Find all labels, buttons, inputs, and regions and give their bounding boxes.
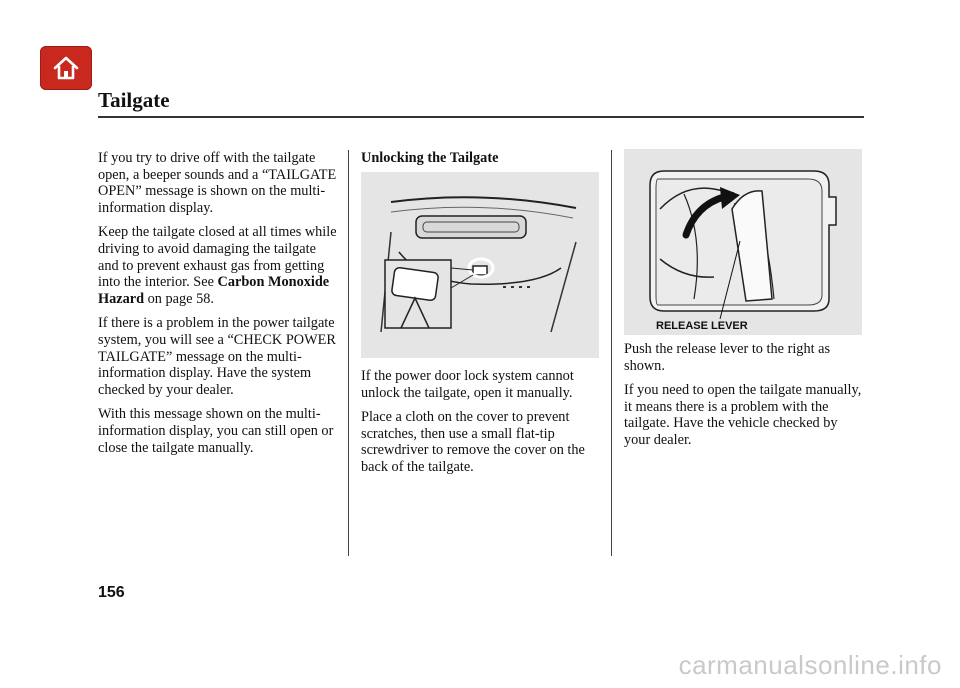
page-reference: on page 58.	[144, 290, 214, 307]
column-divider	[348, 150, 349, 556]
paragraph: If the power door lock system cannot unlock the tailgate, open it manually.	[361, 368, 574, 401]
tailgate-cover-illustration	[361, 172, 599, 358]
paragraph: Place a cloth on the cover to prevent scratches, then use a small flat-tip screwdriver to remove the cover on the back of the tailgate.	[361, 409, 585, 475]
release-lever-illustration	[624, 149, 862, 335]
page-number: 156	[98, 584, 125, 601]
paragraph: If you try to drive off with the tailgate open, a beeper sounds and a “TAILGATE OPEN” message is shown on the multi-information display.	[98, 150, 337, 216]
paragraph: Push the release lever to the right as shown.	[624, 341, 831, 374]
section-heading: Unlocking the Tailgate	[361, 150, 499, 166]
home-button[interactable]	[40, 46, 92, 90]
column-1	[98, 150, 338, 464]
column-2-body	[361, 368, 601, 484]
paragraph	[98, 224, 338, 307]
title-divider	[98, 116, 864, 118]
figure-label: RELEASE LEVER	[656, 320, 748, 332]
paragraph-text: Keep the tailgate closed at all times while driving to avoid damaging the tailgate and to prevent exhaust gas from getting into the interior. See	[98, 224, 337, 291]
column-2	[361, 150, 601, 173]
column-3	[624, 341, 864, 457]
paragraph: If you need to open the tailgate manually, it means there is a problem with the tailgate. Have the vehicle checked by your dealer.	[624, 382, 862, 448]
cross-reference-link[interactable]: Carbon Monoxide Hazard	[98, 274, 330, 307]
paragraph: If there is a problem in the power tailgate system, you will see a “CHECK POWER TAILGATE” message on the multi-information display. Have the system checked by your dealer.	[98, 315, 336, 398]
watermark: carmanualsonline.info	[678, 650, 942, 680]
column-divider	[611, 150, 612, 556]
page-title: Tailgate	[98, 88, 170, 112]
paragraph: With this message shown on the multi-information display, you can still open or close the tailgate manually.	[98, 406, 334, 456]
home-icon	[51, 54, 81, 82]
